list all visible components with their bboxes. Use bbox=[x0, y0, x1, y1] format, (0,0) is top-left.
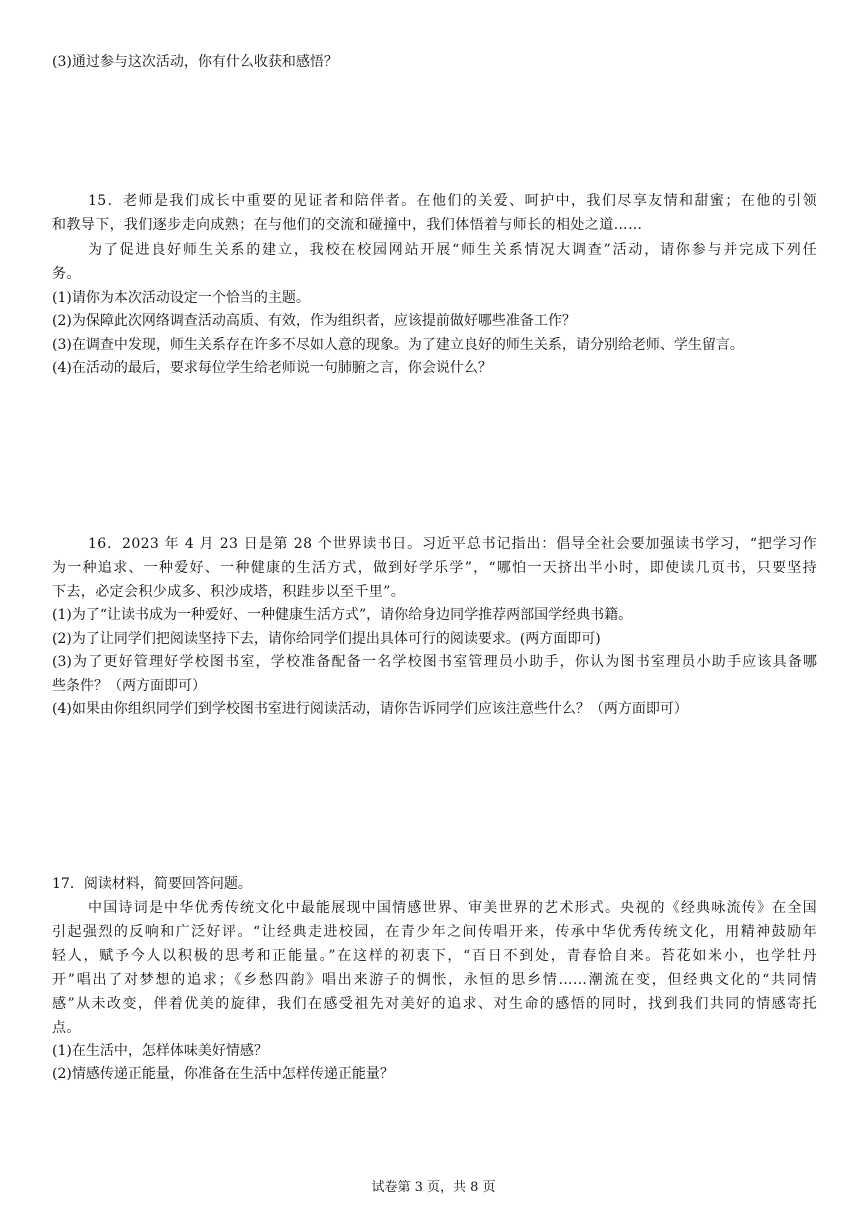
q15-task-line-1: 为了促进良好师生关系的建立，我校在校园网站开展“师生关系情况大调查”活动，请你参与并完成下列任 bbox=[88, 242, 817, 258]
q17-passage-line-1: 中国诗词是中华优秀传统文化中最能展现中国情感世界、审美世界的艺术形式。央视的《经典咏流传》在全国 bbox=[88, 900, 817, 916]
q15-subquestion-3: (3)在调查中发现，师生关系存在许多不尽如人意的现象。为了建立良好的师生关系，请分别给老师、学生留言。 bbox=[52, 337, 744, 353]
q17-passage-line-6: 点。 bbox=[52, 1020, 81, 1036]
q15-subquestion-2: (2)为保障此次网络调查活动高质、有效，作为组织者，应该提前做好哪些准备工作？ bbox=[52, 313, 576, 329]
q16-intro-line-1: 16．2023 年 4 月 23 日是第 28 个世界读书日。习近平总书记指出：倡导全社会要加强读书学习，“把学习作 bbox=[88, 536, 817, 552]
q15-intro-line-1: 15．老师是我们成长中重要的见证者和陪伴者。在他们的关爱、呵护中，我们尽享友情和甜蜜；在他的引领 bbox=[88, 193, 817, 209]
q17-subquestion-1: (1)在生活中，怎样体味美好情感？ bbox=[52, 1043, 268, 1059]
q16-subquestion-3-line-1: (3)为了更好管理好学校图书室，学校准备配备一名学校图书室管理员小助手，你认为图书室理员小助手应该具备哪 bbox=[52, 654, 817, 670]
q17-title: 17．阅读材料，简要回答问题。 bbox=[52, 876, 252, 892]
q15-intro-line-2: 和教导下，我们逐步走向成熟；在与他们的交流和碰撞中，我们体悟着与师长的相处之道…… bbox=[52, 217, 643, 233]
q16-subquestion-1: (1)为了“让读书成为一种爱好、一种健康生活方式”，请你给身边同学推荐两部国学经典书籍。 bbox=[52, 607, 633, 623]
q16-subquestion-3-line-2: 些条件？（两方面即可） bbox=[52, 678, 206, 694]
q16-intro-line-3: 下去，必定会积少成多、积沙成塔，积跬步以至千里”。 bbox=[52, 584, 406, 600]
q15-subquestion-1: (1)请你为本次活动设定一个恰当的主题。 bbox=[52, 290, 310, 306]
q17-passage-line-3: 轻人，赋予今人以积极的思考和正能量。”在这样的初衷下，“百日不到处，青春恰自来。苔花如米小，也学牡丹 bbox=[52, 948, 817, 964]
q16-subquestion-4: (4)如果由你组织同学们到学校图书室进行阅读活动，请你告诉同学们应该注意些什么？（两方面即可） bbox=[52, 701, 688, 717]
q16-intro-line-2: 为一种追求、一种爱好、一种健康的生活方式，做到好学乐学”，“哪怕一天挤出半小时，即使读几页书，只要坚持 bbox=[52, 560, 817, 576]
q15-subquestion-4: (4)在活动的最后，要求每位学生给老师说一句肺腑之言，你会说什么？ bbox=[52, 360, 492, 376]
q17-passage-line-2: 引起强烈的反响和广泛好评。“让经典走进校园，在青少年之间传唱开来，传承中华优秀传统文化，用精神鼓励年 bbox=[52, 924, 817, 940]
q17-passage-line-5: 感”从未改变，伴着优美的旋律，我们在感受祖先对美好的追求、对生命的感悟的同时，找到我们共同的情感寄托 bbox=[52, 996, 817, 1012]
q15-task-line-2: 务。 bbox=[52, 266, 81, 282]
q17-subquestion-2: (2)情感传递正能量，你准备在生活中怎样传递正能量？ bbox=[52, 1066, 394, 1082]
page-footer: 试卷第 3 页，共 8 页 bbox=[371, 1180, 496, 1195]
q17-passage-line-4: 开”唱出了对梦想的追求；《乡愁四韵》唱出来游子的惆怅，永恒的思乡情……潮流在变，但经典文化的“共同情 bbox=[52, 972, 817, 988]
q14-subquestion-3: (3)通过参与这次活动，你有什么收获和感悟？ bbox=[52, 54, 338, 70]
q16-subquestion-2: (2)为了让同学们把阅读坚持下去，请你给同学们提出具体可行的阅读要求。(两方面即可) bbox=[52, 631, 601, 647]
